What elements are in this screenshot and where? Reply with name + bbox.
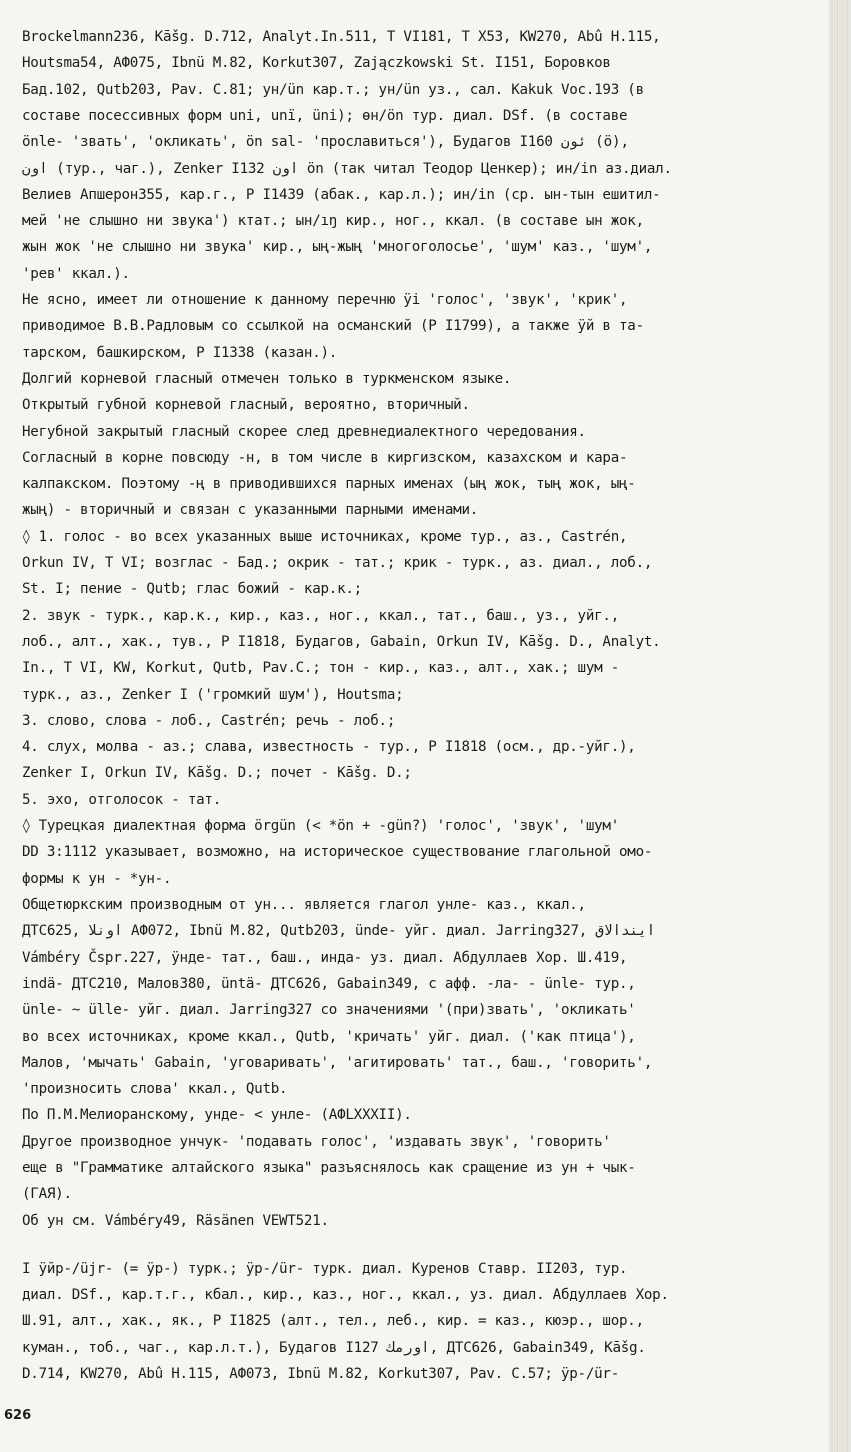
text-line: Vámbéry Čspr.227, ÿнде- тат., баш., инда- уз. диал. Абдуллаев Хор. Ш.419, [22,949,628,966]
text-line: жын жок 'не слышно ни звука' кир., ың-жың 'многоголосье', 'шум' каз., 'шум', [22,239,653,256]
text-line: 'рев' ккал.). [22,265,130,282]
text-line: Ш.91, алт., хак., як., Р I1825 (алт., тел., леб., кир. = каз., кюэр., шор., [22,1313,644,1330]
text-line: اون (тур., чаг.), Zenker I132 اون ön (так читал Теодор Ценкер); ин/in аз.диал. [22,160,672,177]
text-line: Общетюркским производным от ун... является глагол унле- каз., ккал., [22,897,586,913]
text-line: тарском, башкирском, Р I1338 (казан.). [22,344,338,361]
text-line: Открытый губной корневой гласный, вероятно, вторичный. [22,397,470,414]
text-line: (ГАЯ). [22,1186,72,1203]
scan-edge-shadow [829,0,851,1452]
text-line: По П.М.Мелиоранскому, унде- < унле- (АФLXXXII). [22,1107,412,1124]
text-line: Согласный в корне повсюду -н, в том числе в киргизском, казахском и кара- [22,449,628,466]
text-line: Orkun IV, T VI; возглас - Бад.; окрик - тат.; крик - турк., аз. диал., лоб., [22,555,653,571]
text-line: Houtsma54, АФ075, Ibnü M.82, Korkut307, Zajączkowski St. I151, Боровков [22,55,611,72]
text-line: Другое производное унчук- 'подавать голос', 'издавать звук', 'говорить' [22,1133,611,1150]
text-line: ◊ Турецкая диалектная форма örgün (< *ön + -gün?) 'голос', 'звук', 'шум' [22,818,619,834]
text-line: 'произносить слова' ккал., Qutb. [22,1081,288,1098]
text-line: In., T VI, KW, Korkut, Qutb, Pav.C.; тон - кир., каз., алт., хак.; шум - [22,660,619,677]
text-line: диал. DSf., кар.т.г., кбал., кир., каз., ног., ккал., уз. диал. Абдуллаев Хор. [22,1287,669,1304]
text-line: лоб., алт., хак., тув., Р I1818, Будагов, Gabain, Orkun IV, Kāšg. D., Analyt. [22,633,661,650]
text-line: 3. слово, слова - лоб., Castrén; речь - лоб.; [22,712,396,729]
text-line: составе посессивных форм uni, unï, üni); өн/ön тур. диал. DSf. (в составе [22,107,628,124]
text-line: куман., тоб., чаг., кар.л.т.), Будагов I127 اورمك, ДТС626, Gabain349, Kāšg. [22,1339,646,1356]
text-line: мей 'не слышно ни звука') ктат.; ын/ıŋ кир., ног., ккал. (в составе ын жок, [22,213,644,230]
text-line: Долгий корневой гласный отмечен только в туркменском языке. [22,370,512,387]
text-line: турк., аз., Zenker I ('громкий шум'), Houtsma; [22,686,404,703]
text-line: I ÿйр-/üjr- (= ÿр-) турк.; ÿр-/ür- турк. диал. Куренов Ставр. II203, тур. [22,1260,628,1277]
text-line: Brockelmann236, Kāšg. D.712, Analyt.In.511, T VI181, T X53, KW270, Abû H.115, [22,29,661,45]
text-line: 5. эхо, отголосок - тат. [22,791,221,808]
text-line: Велиев Апшерон355, кар.г., Р I1439 (абак., кар.л.); ин/in (ср. ын-тын ешитил- [22,186,661,203]
text-line: Об ун см. Vámbéry49, Räsänen VEWT521. [22,1212,329,1229]
text-line: 2. звук - турк., кар.к., кир., каз., ног., ккал., тат., баш., уз., уйг., [22,607,619,624]
text-line: жың) - вторичный и связан с указанными парными именами. [22,502,479,519]
text-line: Негубной закрытый гласный скорее след древнедиалектного чередования. [22,423,586,440]
text-line: калпакском. Поэтому -ң в приводившихся парных именах (ың жок, тың жок, ың- [22,476,636,493]
text-line: DD 3:1112 указывает, возможно, на историческое существование глагольной омо- [22,844,653,861]
text-line: ДТС625, اونلا АФ072, Ibnü M.82, Qutb203, ünde- уйг. диал. Jarring327, ايندالاق [22,923,656,940]
page-number: 626 [4,1408,32,1423]
text-line: приводимое В.В.Радловым со ссылкой на османский (Р I1799), а также ÿй в та- [22,318,644,335]
text-line: формы к ун - *ун-. [22,870,172,887]
text-line: во всех источниках, кроме ккал., Qutb, 'кричать' уйг. диал. ('как птица'), [22,1028,636,1045]
text-line: Малов, 'мычать' Gabain, 'уговаривать', 'агитировать' тат., баш., 'говорить', [22,1054,653,1071]
text-line: ünle- ~ ülle- уйг. диал. Jarring327 со значениями '(при)звать', 'окликать' [22,1002,636,1019]
text-line: Не ясно, имеет ли отношение к данному перечню ÿi 'голос', 'звук', 'крик', [22,292,628,308]
text-line: indä- ДТС210, Малов380, üntä- ДТС626, Gabain349, с афф. -ла- - ünle- тур., [22,975,636,992]
text-line: Бад.102, Qutb203, Pav. C.81; ун/ün кар.т.; ун/ün уз., сал. Kakuk Voc.193 (в [22,81,644,98]
text-line: Zenker I, Orkun IV, Kāšg. D.; почет - Kāšg. D.; [22,765,412,782]
text-line: еще в "Грамматике алтайского языка" разъяснялось как сращение из ун + чык- [22,1160,636,1176]
text-line: St. I; пение - Qutb; глас божий - кар.к.; [22,581,362,598]
text-line: 4. слух, молва - аз.; слава, известность - тур., Р I1818 (осм., др.-уйг.), [22,739,636,756]
text-line: önle- 'звать', 'окликать', ön sal- 'прославиться'), Будагов I160 ئون (ӧ), [22,134,630,151]
text-line: D.714, KW270, Abû H.115, АФ073, Ibnü M.82, Korkut307, Pav. C.57; ÿр-/ür- [22,1366,619,1382]
text-line: ◊ 1. голос - во всех указанных выше источниках, кроме тур., аз., Castrén, [22,528,628,545]
